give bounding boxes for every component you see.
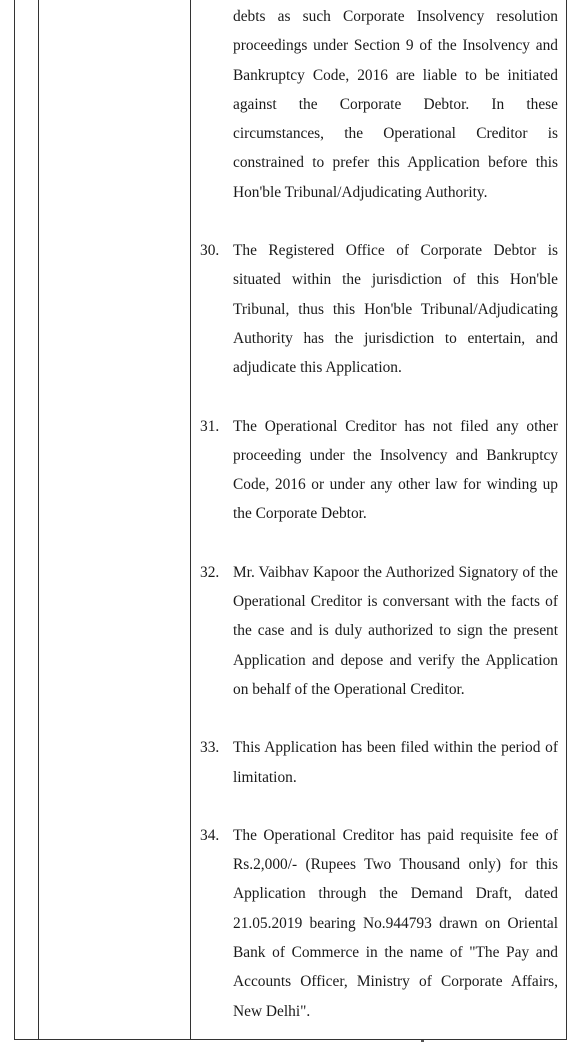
paragraph-number: 31. (200, 417, 220, 435)
paragraph-32 (200, 558, 558, 704)
paragraph-text: Mr. Vaibhav Kapoor the Authorized Signatory of the Operational Creditor is conversant with the facts of the case and is duly authorized to sign the present Application and depose and verify the Application on behalf of the Operational Creditor. (233, 563, 558, 698)
paragraph-text: debts as such Corporate Insolvency resolution proceedings under Section 9 of the Insolvency and Bankruptcy Code, 2016 are liable to be initiated against the Corporate Debtor. In these circumstances, the Operational Creditor is constrained to prefer this Application before this Hon'ble Tribunal/Adjudicating Authority. (233, 8, 558, 201)
paragraph-text: The Operational Creditor has paid requisite fee of Rs.2,000/- (Rupees Two Thousand only) for this Application through the Demand Draft, dated 21.05.2019 bearing No.944793 drawn on Oriental Bank of Commerce in the name of "The Pay and Accounts Officer, Ministry of Corporate Affairs, New Delhi". (233, 826, 558, 1020)
column-divider-2 (190, 0, 191, 1039)
scan-mark (421, 1040, 424, 1042)
paragraph-number: 32. (200, 563, 220, 581)
document-body (200, 2, 558, 1026)
paragraph-number: 30. (200, 242, 220, 260)
paragraph-number (200, 2, 233, 207)
paragraph-30 (200, 236, 558, 382)
paragraph-number: 33. (200, 739, 220, 757)
paragraph-31 (200, 412, 558, 529)
paragraph-text: This Application has been filed within the period of limitation. (233, 739, 558, 786)
paragraph-34 (200, 821, 558, 1026)
paragraph-33 (200, 733, 558, 792)
paragraph-text: The Operational Creditor has not filed any other proceeding under the Insolvency and Bankruptcy Code, 2016 or under any other law for winding up the Corporate Debtor. (233, 417, 558, 523)
column-divider-1 (38, 0, 39, 1039)
paragraph-continued (200, 2, 558, 207)
paragraph-text: The Registered Office of Corporate Debtor is situated within the jurisdiction of this Hon'ble Tribunal, thus this Hon'ble Tribunal/Adjudicating Authority has the jurisdiction to entertain, and adjudicate this Application. (233, 242, 558, 377)
paragraph-number: 34. (200, 826, 220, 844)
